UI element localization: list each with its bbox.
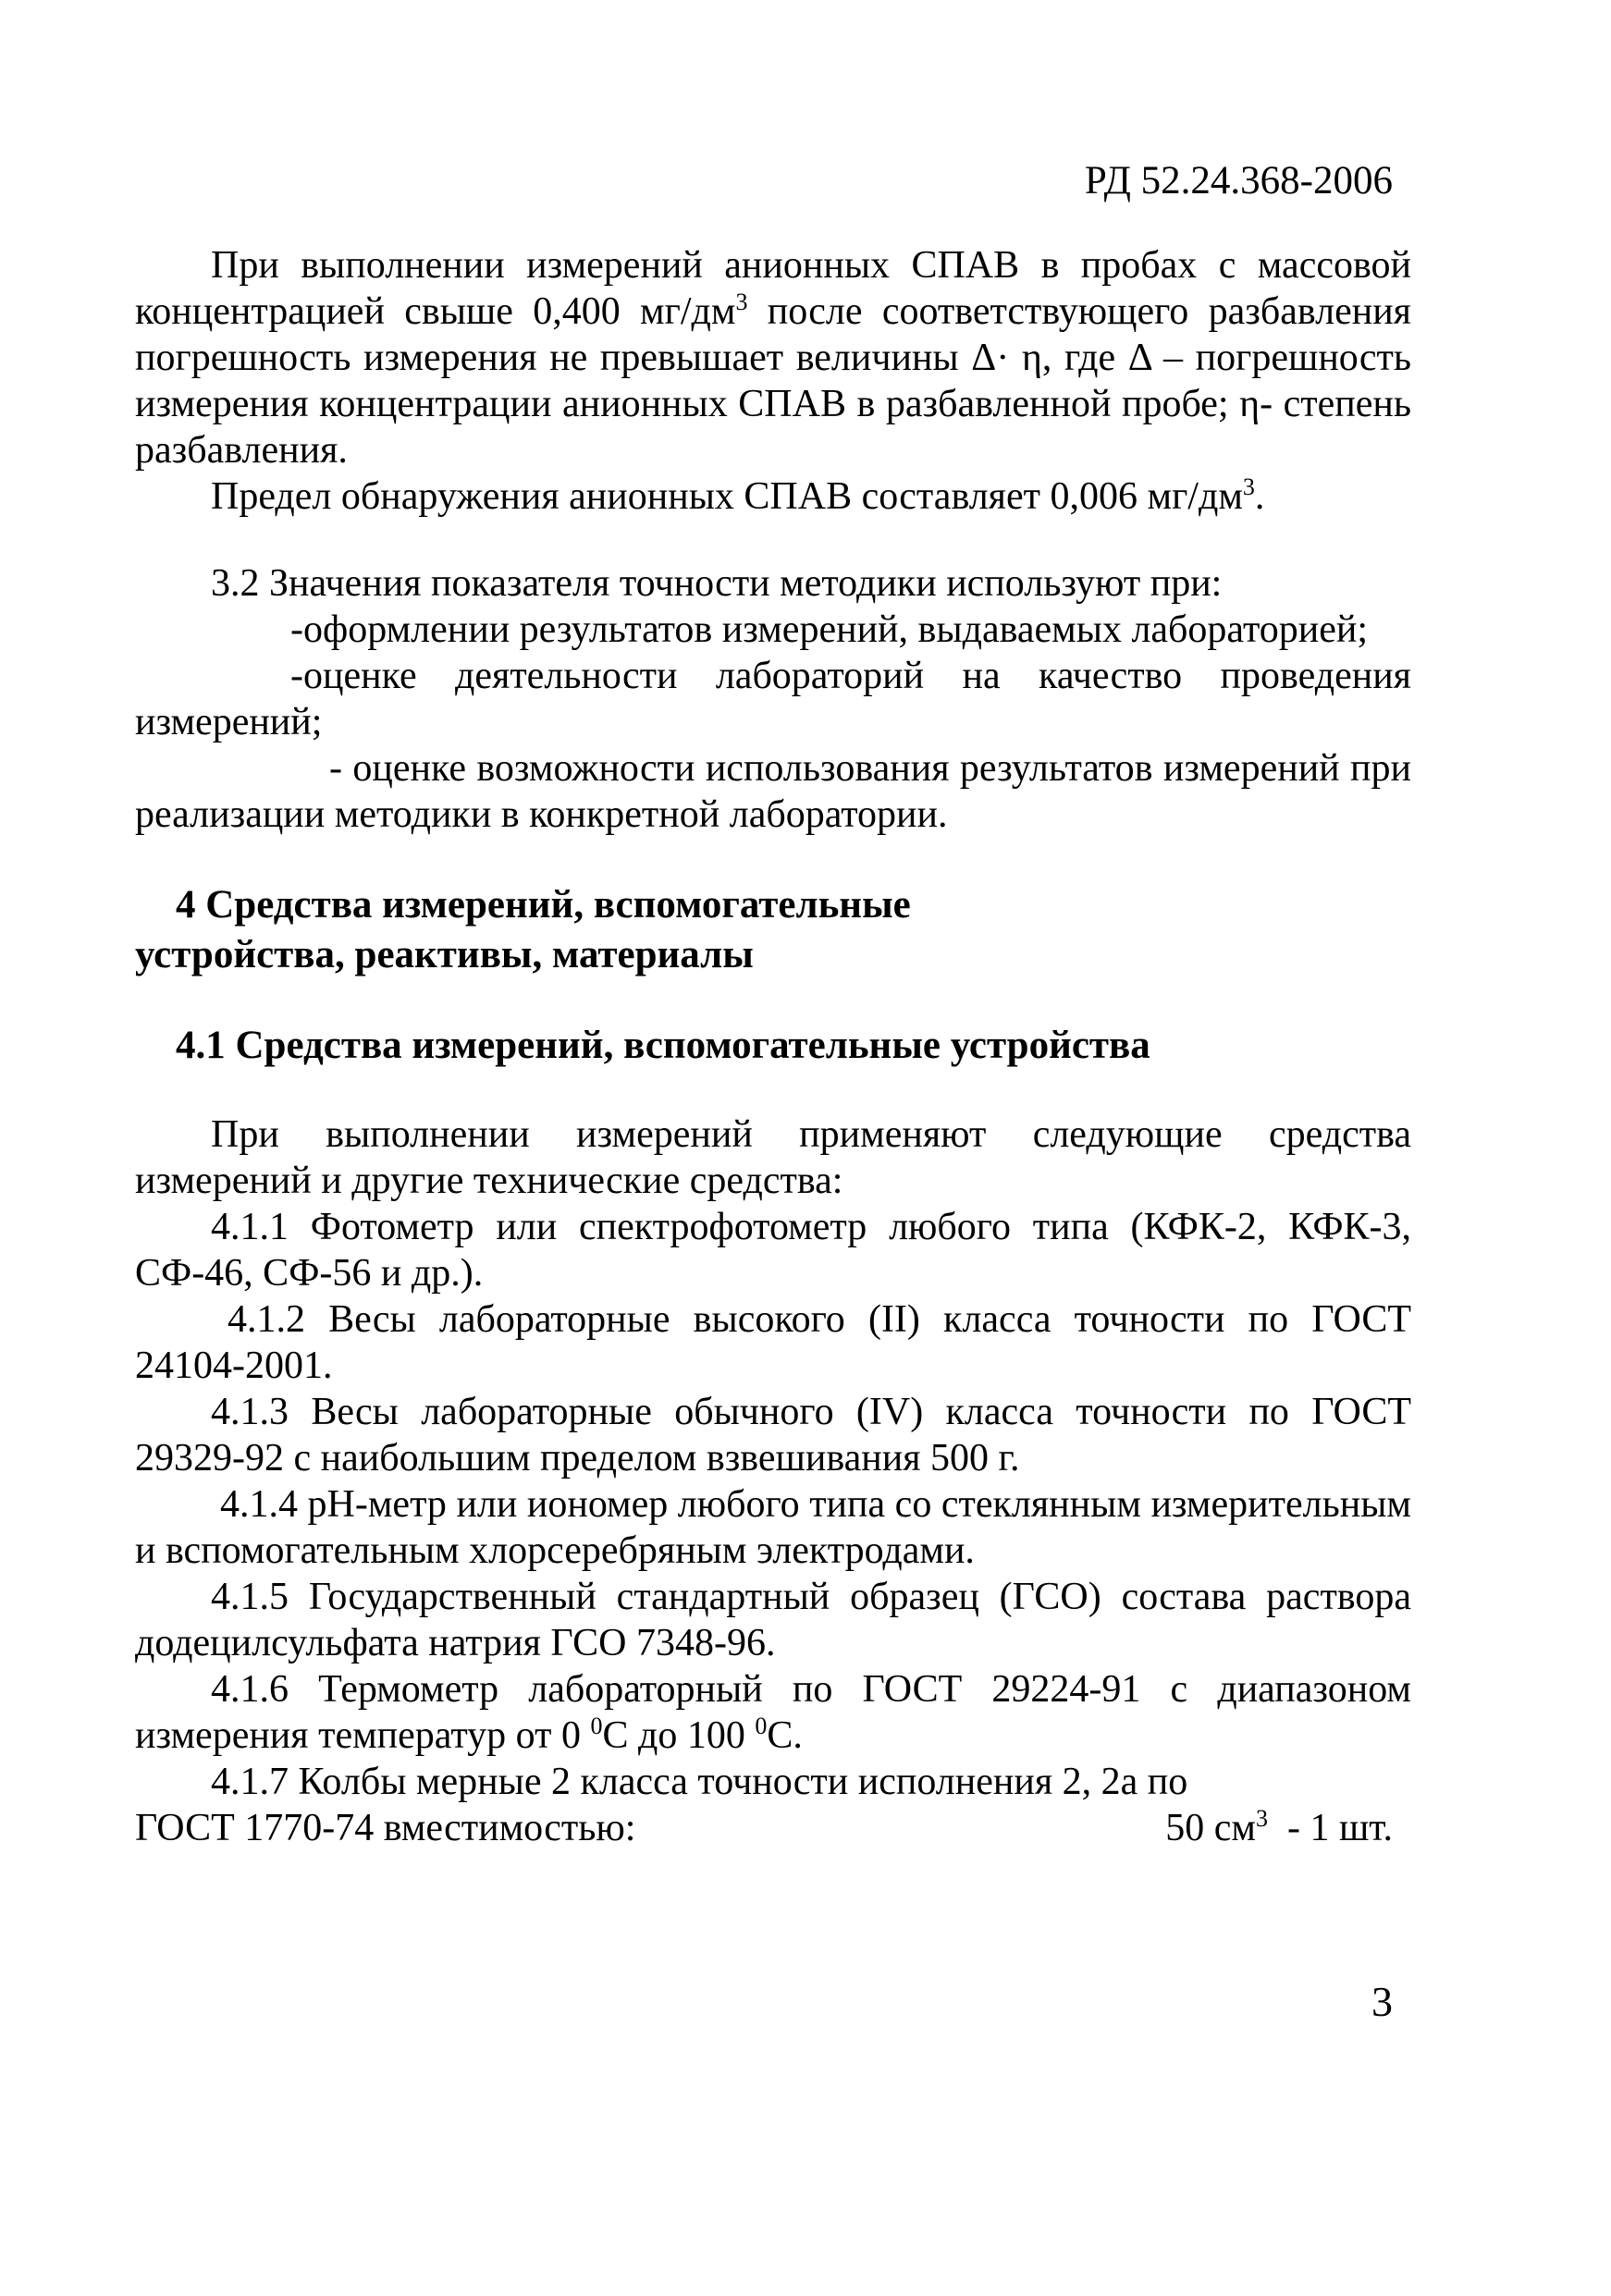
text-span: после соответствующего разбавления погрешность измерения не превышает величины Δ· η, где Δ – погрешность измерения концентрации анионных СПАВ в разбавленной пробе; η- степень разбавления. (135, 290, 1411, 472)
superscript: 0 (755, 1713, 768, 1739)
paragraph-detection-limit (135, 473, 1411, 520)
text-span: С до 100 (602, 1714, 756, 1757)
text-span: При выполнении измерений анионных СПАВ в пробах с массовой концентрацией свыше 0,400 мг/дм (135, 244, 1411, 333)
item-4-1-3: 4.1.3 Весы лабораторные обычного (IV) класса точности по ГОСТ 29329-92 с наибольшим пределом взвешивания 500 г. (135, 1391, 1411, 1480)
paragraph-3-2: 3.2 Значения показателя точности методики используют при: (211, 562, 1223, 605)
section-4-heading: 4 Средства измерений, вспомогательные устройства, реактивы, материалы (135, 883, 911, 976)
page-number: 3 (1371, 1978, 1393, 2025)
document-body (135, 242, 1411, 1851)
document-code: РД 52.24.368-2006 (1084, 159, 1393, 203)
superscript: 0 (590, 1713, 603, 1739)
text-span: . (1254, 475, 1265, 518)
superscript: 3 (1255, 1805, 1268, 1832)
list-item-results-formatting: -оформлении результатов измерений, выдаваемых лабораторией; (290, 608, 1369, 651)
list-item-lab-assessment: -оценке деятельности лабораторий на качество проведения измерений; (135, 655, 1411, 743)
superscript: 3 (1242, 473, 1255, 500)
text-span: С. (767, 1714, 803, 1757)
list-item-method-implementation: - оценке возможности использования результатов измерений при реализации методики в конкретной лаборатории. (135, 747, 1411, 836)
paragraph-dilution-error (135, 242, 1411, 473)
item-4-1-2: 4.1.2 Весы лабораторные высокого (II) класса точности по ГОСТ 24104-2001. (135, 1298, 1411, 1387)
paragraph-intro-instruments: При выполнении измерений применяют следующие средства измерений и другие технические средства: (135, 1113, 1411, 1202)
item-4-1-7-line1: 4.1.7 Колбы мерные 2 класса точности исполнения 2, 2а по (211, 1761, 1188, 1803)
flask-volume-qty (1165, 1805, 1411, 1851)
flask-standard: ГОСТ 1770-74 вместимостью: (135, 1807, 636, 1849)
item-4-1-1: 4.1.1 Фотометр или спектрофотометр любого типа (КФК-2, КФК-3, СФ-46, СФ-56 и др.). (135, 1206, 1411, 1295)
text-span: - 1 шт. (1267, 1807, 1393, 1849)
item-4-1-6 (135, 1666, 1411, 1759)
superscript: 3 (735, 289, 748, 315)
text-span: 50 см (1165, 1807, 1256, 1849)
item-4-1-5: 4.1.5 Государственный стандартный образец (ГСО) состава раствора додецилсульфата натрия ГСО 7348-96. (135, 1576, 1411, 1664)
subsection-4-1-heading: 4.1 Средства измерений, вспомогательные устройства (176, 1024, 1150, 1067)
item-4-1-4: 4.1.4 рН-метр или иономер любого типа со стеклянным измерительным и вспомогательным хлорсеребряным электродами. (135, 1483, 1411, 1572)
text-span: Предел обнаружения анионных СПАВ составляет 0,006 мг/дм (211, 475, 1243, 518)
item-4-1-7-line2 (135, 1805, 1411, 1851)
text-span: 4.1.6 Термометр лабораторный по ГОСТ 29224-91 с диапазоном измерения температур от 0 (135, 1668, 1411, 1757)
